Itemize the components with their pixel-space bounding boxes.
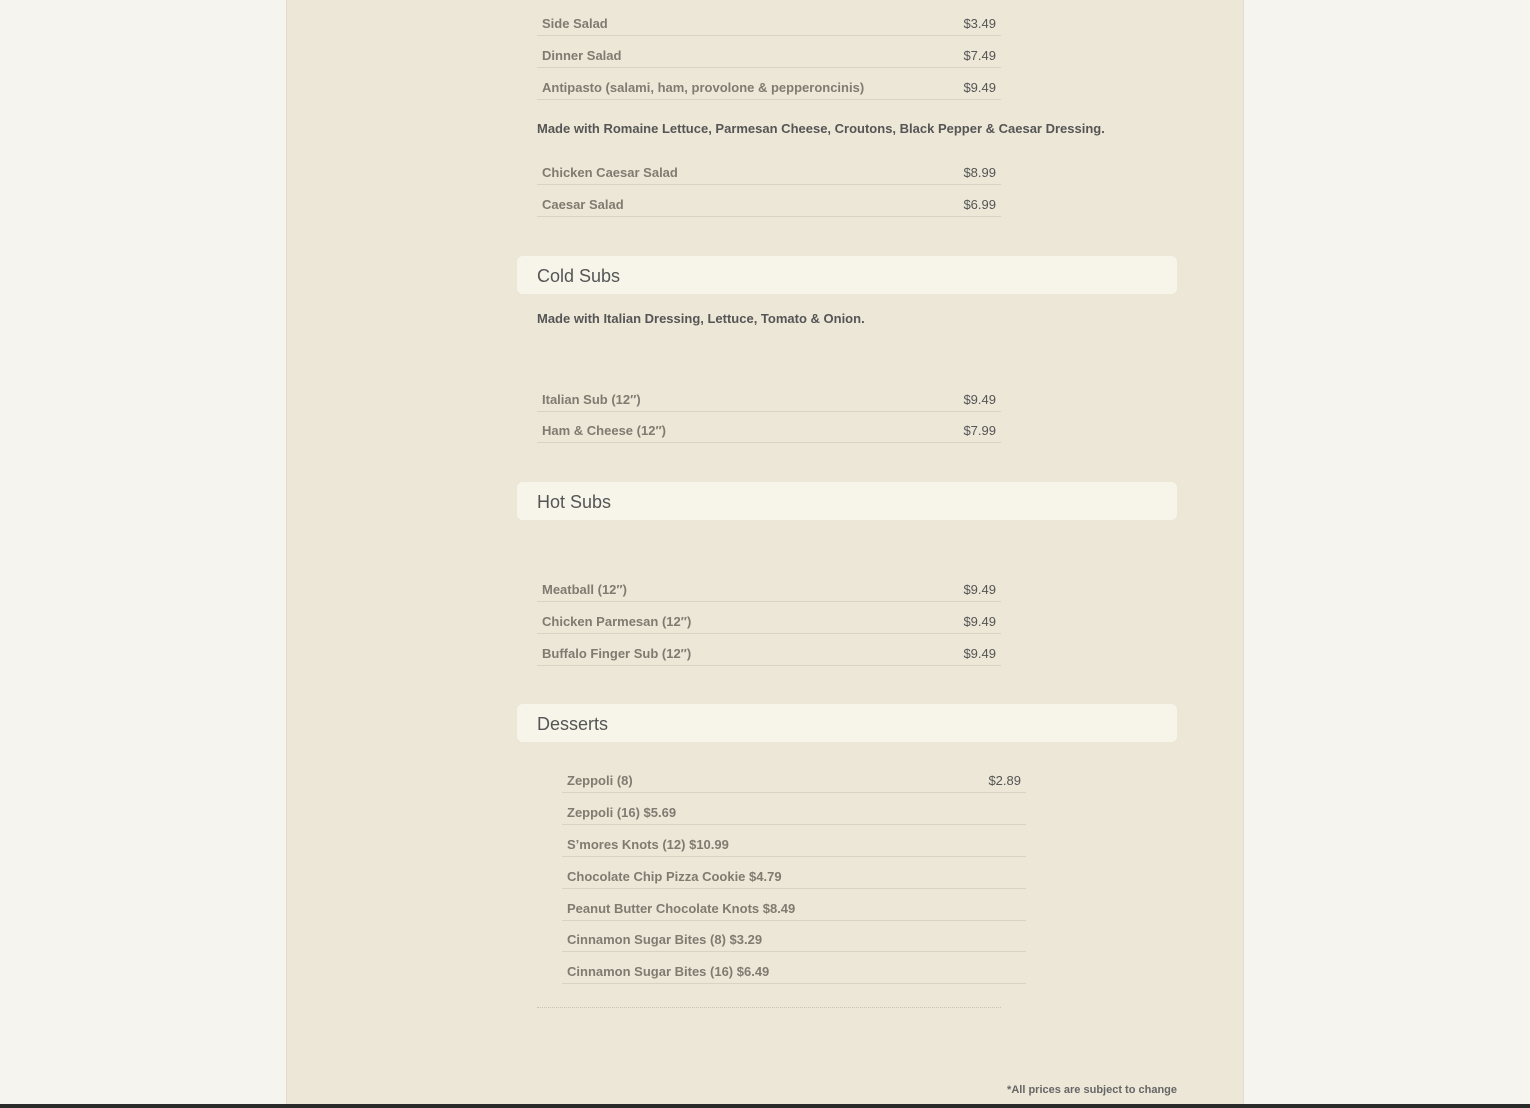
item-price: $9.49 [963, 614, 996, 629]
item-name: Zeppoli (8) [567, 773, 633, 788]
cold-subs-note: Made with Italian Dressing, Lettuce, Tomato & Onion. [537, 311, 865, 326]
section-title: Hot Subs [537, 492, 612, 512]
item-name: Caesar Salad [542, 197, 624, 212]
menu-item-row [562, 793, 1026, 825]
item-name: Dinner Salad [542, 48, 622, 63]
item-name: Buffalo Finger Sub (12″) [542, 646, 692, 661]
item-name: Meatball (12″) [542, 582, 627, 597]
section-header-hot-subs [517, 482, 1177, 520]
item-name: Side Salad [542, 16, 608, 31]
menu-item-row [537, 602, 1001, 634]
menu-item-row [562, 857, 1026, 889]
item-price: $7.99 [963, 423, 996, 438]
section-header-cold-subs [517, 256, 1177, 294]
item-name: Zeppoli (16) $5.69 [567, 805, 677, 820]
menu-item-row [562, 761, 1026, 793]
menu-item-row [537, 634, 1001, 666]
menu-item-row [562, 952, 1026, 984]
menu-page [286, 0, 1244, 1104]
menu-item-row [537, 36, 1001, 68]
item-name: Chicken Parmesan (12″) [542, 614, 692, 629]
menu-item-row [537, 411, 1001, 443]
bottom-bar [0, 1104, 1530, 1108]
item-price: $9.49 [963, 582, 996, 597]
item-price: $9.49 [963, 646, 996, 661]
item-name: S’mores Knots (12) $10.99 [567, 837, 729, 852]
item-name: Chocolate Chip Pizza Cookie $4.79 [567, 869, 782, 884]
item-name: Cinnamon Sugar Bites (8) $3.29 [567, 932, 763, 947]
menu-item-row [537, 153, 1001, 185]
item-price: $3.49 [963, 16, 996, 31]
menu-item-row [537, 68, 1001, 100]
menu-item-row [562, 920, 1026, 952]
section-title: Cold Subs [537, 266, 621, 286]
item-name: Italian Sub (12″) [542, 392, 641, 407]
item-price: $9.49 [963, 392, 996, 407]
item-name: Ham & Cheese (12″) [542, 423, 666, 438]
menu-item-row [562, 889, 1026, 921]
item-name: Antipasto (salami, ham, provolone & pepperoncinis) [542, 80, 865, 95]
menu-item-row [537, 4, 1001, 36]
item-name: Cinnamon Sugar Bites (16) $6.49 [567, 964, 770, 979]
item-name: Chicken Caesar Salad [542, 165, 678, 180]
menu-item-row [537, 380, 1001, 412]
menu-item-row [537, 185, 1001, 217]
caesar-note: Made with Romaine Lettuce, Parmesan Cheese, Croutons, Black Pepper & Caesar Dressing. [537, 121, 1105, 136]
section-title: Desserts [537, 714, 609, 734]
price-disclaimer: *All prices are subject to change [1007, 1084, 1177, 1096]
item-price: $8.99 [963, 165, 996, 180]
item-price: $7.49 [963, 48, 996, 63]
item-price: $2.89 [988, 773, 1021, 788]
section-header-desserts [517, 704, 1177, 742]
item-name: Peanut Butter Chocolate Knots $8.49 [567, 901, 796, 916]
menu-item-row [562, 825, 1026, 857]
menu-item-row [537, 570, 1001, 602]
section-divider [537, 1007, 1001, 1008]
item-price: $6.99 [963, 197, 996, 212]
item-price: $9.49 [963, 80, 996, 95]
